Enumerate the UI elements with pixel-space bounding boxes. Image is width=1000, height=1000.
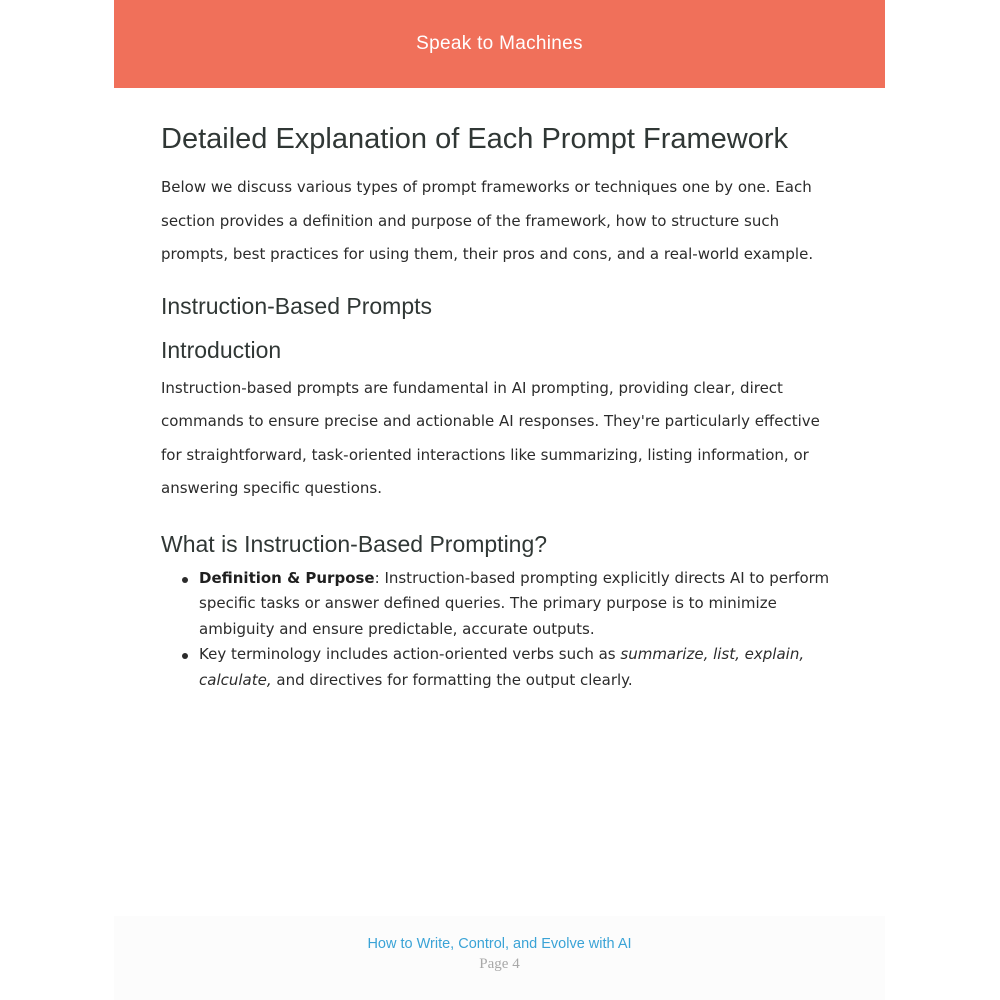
bullet-text-before: Key terminology includes action-oriented verbs such as [199, 645, 621, 663]
page-title: Detailed Explanation of Each Prompt Framework [161, 123, 789, 155]
bullet-text: Instruction-based prompting explicitly directs AI to perform specific tasks or answer defined queries. The primary purpose is to minimize ambiguity and ensure predictable, accurate outputs. [199, 568, 830, 638]
bullet-separator: : [374, 568, 385, 587]
list-item [199, 566, 841, 643]
introduction-paragraph: Instruction-based prompts are fundamental in AI prompting, providing clear, direct commands to ensure precise and actionable AI responses. They're particularly effective for straightforward, task-oriented interactions like summarizing, listing information, or answering specific questions. [161, 378, 820, 497]
bullet-list [161, 566, 841, 694]
document-page [114, 0, 885, 1000]
what-is-heading: What is Instruction-Based Prompting? [161, 530, 548, 557]
footer-title: How to Write, Control, and Evolve with AI [367, 936, 632, 952]
bullet-text-after: and directives for formatting the output clearly. [271, 670, 633, 689]
header-bar [114, 0, 885, 88]
introduction-heading: Introduction [161, 336, 282, 363]
bullet-italic-terms: summarize, list, explain, calculate, [199, 645, 805, 689]
header-title: Speak to Machines [416, 33, 583, 54]
page-footer [114, 916, 885, 1000]
intro-paragraph: Below we discuss various types of prompt frameworks or techniques one by one. Each section provides a definition and purpose of the framework, how to structure such prompts, best practices for using them, their pros and cons, and a real-world example. [161, 178, 814, 263]
bullet-dot-icon [182, 653, 188, 659]
list-item [199, 642, 841, 693]
page-content [161, 124, 841, 693]
bullet-dot-icon [182, 577, 188, 583]
bullet-label: Definition & Purpose [199, 568, 375, 587]
section-heading-instruction-based: Instruction-Based Prompts [161, 292, 433, 319]
page-number: Page 4 [479, 956, 520, 972]
